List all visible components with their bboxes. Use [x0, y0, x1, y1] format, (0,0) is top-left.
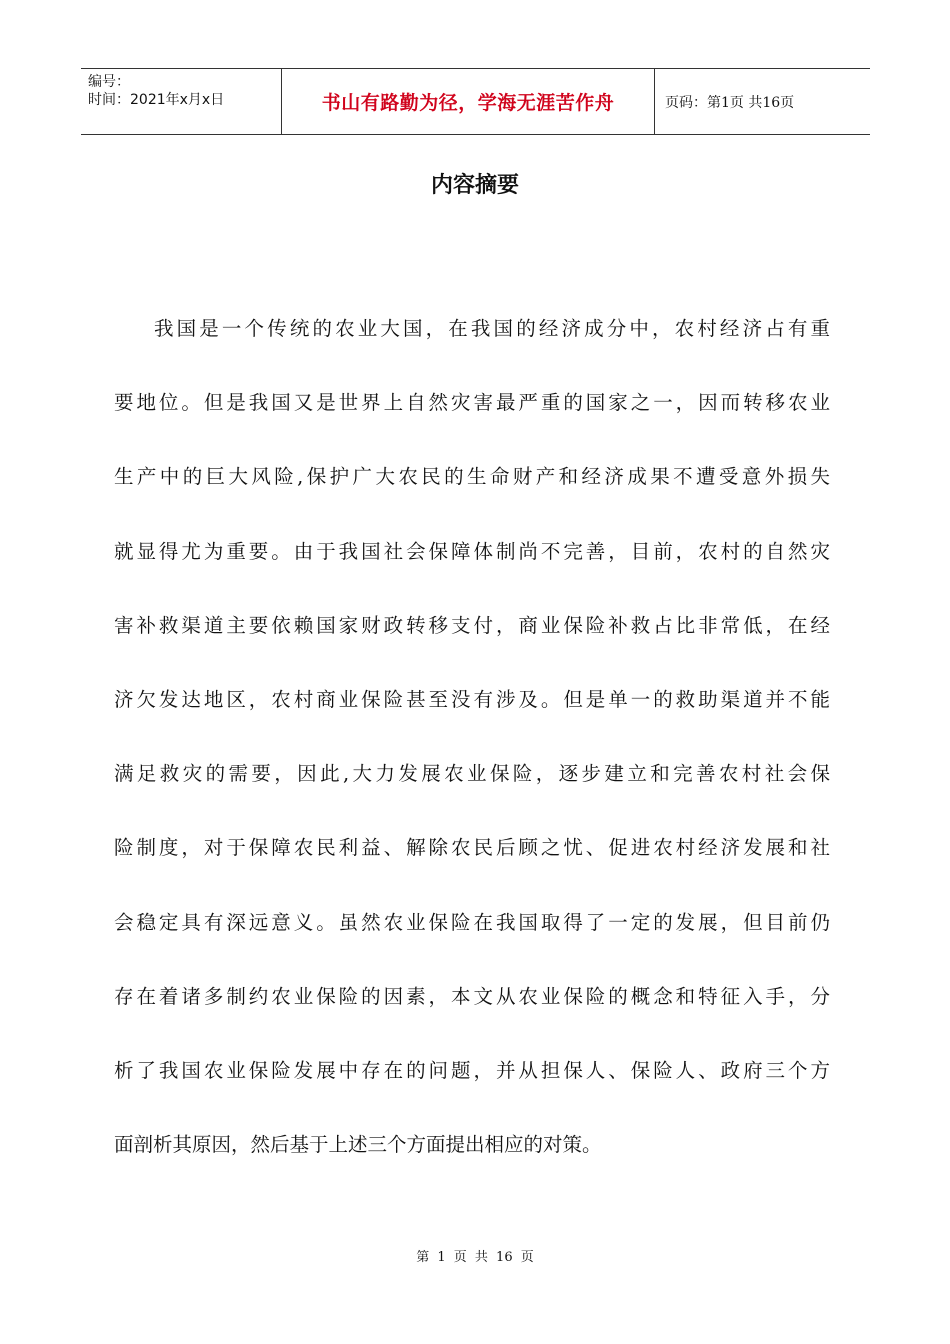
abstract-line: 生产中的巨大风险,保护广大农民的生命财产和经济成果不遭受意外损失	[114, 465, 830, 489]
abstract-line: 济欠发达地区，农村商业保险甚至没有涉及。但是单一的救助渠道并不能	[114, 687, 830, 711]
abstract-line: 险制度，对于保障农民利益、解除农民后顾之忧、促进农村经济发展和社	[114, 836, 830, 860]
abstract-line: 析了我国农业保险发展中存在的问题，并从担保人、保险人、政府三个方	[114, 1058, 830, 1082]
abstract-line: 会稳定具有深远意义。虽然农业保险在我国取得了一定的发展，但目前仍	[114, 910, 830, 934]
header-page-cell	[655, 69, 870, 134]
header-motto: 书山有路勤为径，学海无涯苦作舟	[321, 92, 615, 114]
abstract-line: 我国是一个传统的农业大国，在我国的经济成分中，农村经济占有重	[154, 317, 830, 340]
document-header	[81, 68, 870, 135]
abstract-line: 面剖析其原因，然后基于上述三个方面提出相应的对策。	[114, 1133, 602, 1157]
abstract-line: 害补救渠道主要依赖国家财政转移支付，商业保险补救占比非常低，在经	[114, 613, 830, 637]
abstract-line: 就显得尤为重要。由于我国社会保障体制尚不完善，目前，农村的自然灾	[114, 539, 830, 563]
abstract-line: 满足救灾的需要，因此,大力发展农业保险，逐步建立和完善农村社会保	[114, 762, 830, 786]
abstract-body	[114, 292, 830, 1182]
document-title: 内容摘要	[430, 173, 519, 198]
document-date-label: 时间：2021年x月x日	[88, 92, 225, 108]
abstract-line: 存在着诸多制约农业保险的因素，本文从农业保险的概念和特征入手，分	[114, 984, 830, 1008]
header-motto-cell	[282, 69, 655, 134]
document-number-label: 编号：	[88, 74, 130, 90]
header-meta-cell	[81, 69, 282, 134]
header-page-info: 页码：第1页 共16页	[665, 94, 795, 111]
page-footer: 第 1 页 共 16 页	[416, 1250, 534, 1265]
abstract-line: 要地位。但是我国又是世界上自然灾害最严重的国家之一，因而转移农业	[114, 391, 830, 415]
